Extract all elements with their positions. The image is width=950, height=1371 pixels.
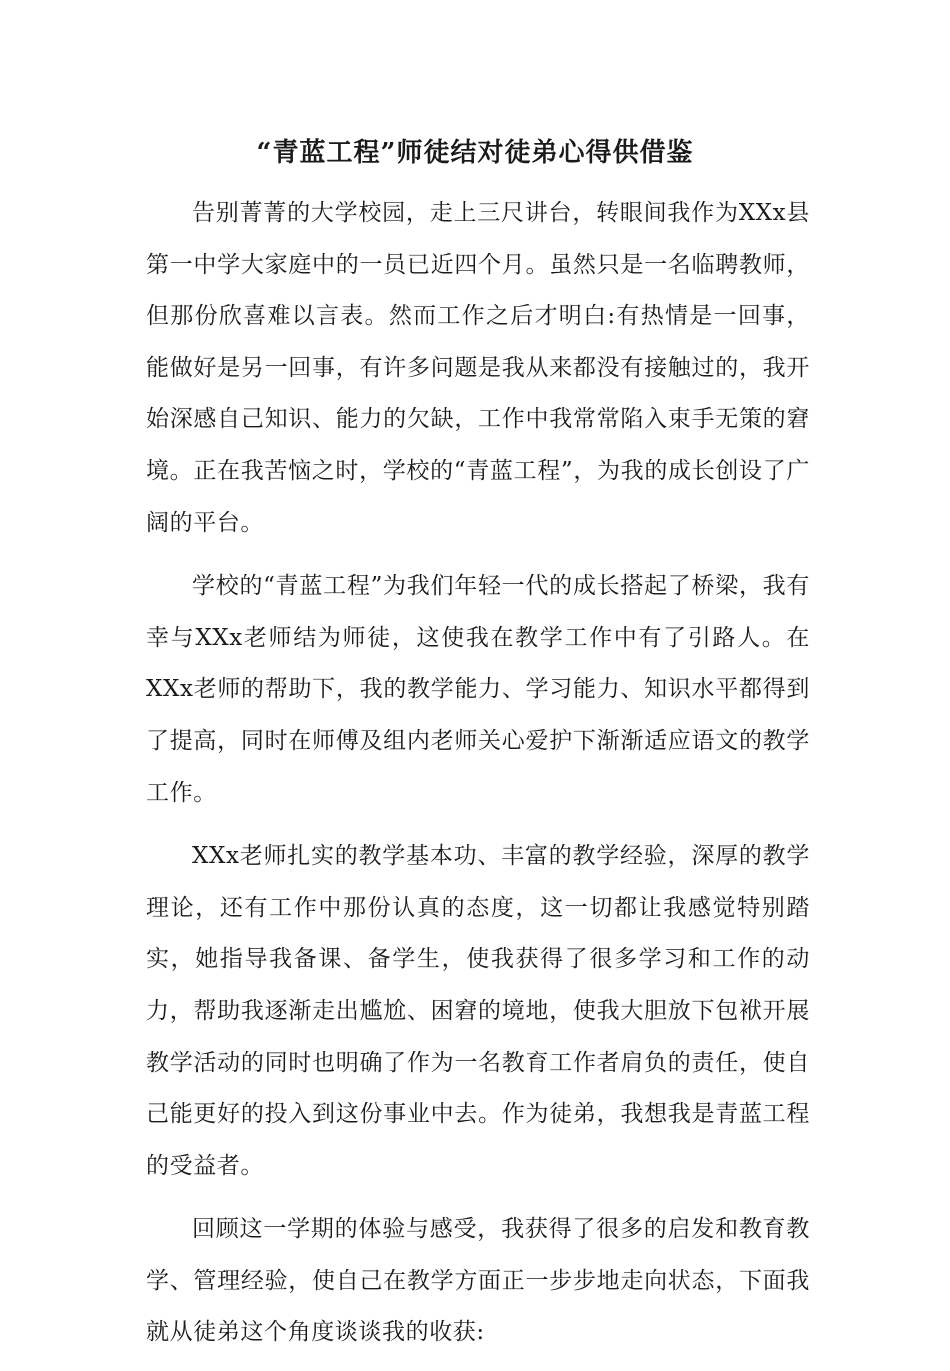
paragraph-3: XXx老师扎实的教学基本功、丰富的教学经验，深厚的教学理论，还有工作中那份认真的态度，这一切都让我感觉特别踏实，她指导我备课、备学生，使我获得了很多学习和工作的动力，帮助我逐渐走出尴尬、困窘的境地，使我大胆放下包袱开展教学活动的同时也明确了作为一名教育工作者肩负的责任，使自己能更好的投入到这份事业中去。作为徒弟，我想我是青蓝工程的受益者。 [146,843,810,1179]
paragraph-2: 学校的“青蓝工程”为我们年轻一代的成长搭起了桥梁，我有幸与XXx老师结为师徒，这使我在教学工作中有了引路人。在XXx老师的帮助下，我的教学能力、学习能力、知识水平都得到了提高，同时在师傅及组内老师关心爱护下渐渐适应语文的教学工作。 [146,573,810,806]
document-title: “青蓝工程”师徒结对徒弟心得供借鉴 [256,138,694,168]
document-body [146,188,810,1371]
paragraph-4: 回顾这一学期的体验与感受，我获得了很多的启发和教育教学、管理经验，使自己在教学方面正一步步地走向状态，下面我就从徒弟这个角度谈谈我的收获: [146,1216,810,1346]
paragraph-1: 告别菁菁的大学校园，走上三尺讲台，转眼间我作为XXx县第一中学大家庭中的一员已近四个月。虽然只是一名临聘教师，但那份欣喜难以言表。然而工作之后才明白:有热情是一回事，能做好是另一回事，有许多问题是我从来都没有接触过的，我开始深感自己知识、能力的欠缺，工作中我常常陷入束手无策的窘境。正在我苦恼之时，学校的“青蓝工程”，为我的成长创设了广阔的平台。 [146,200,810,536]
